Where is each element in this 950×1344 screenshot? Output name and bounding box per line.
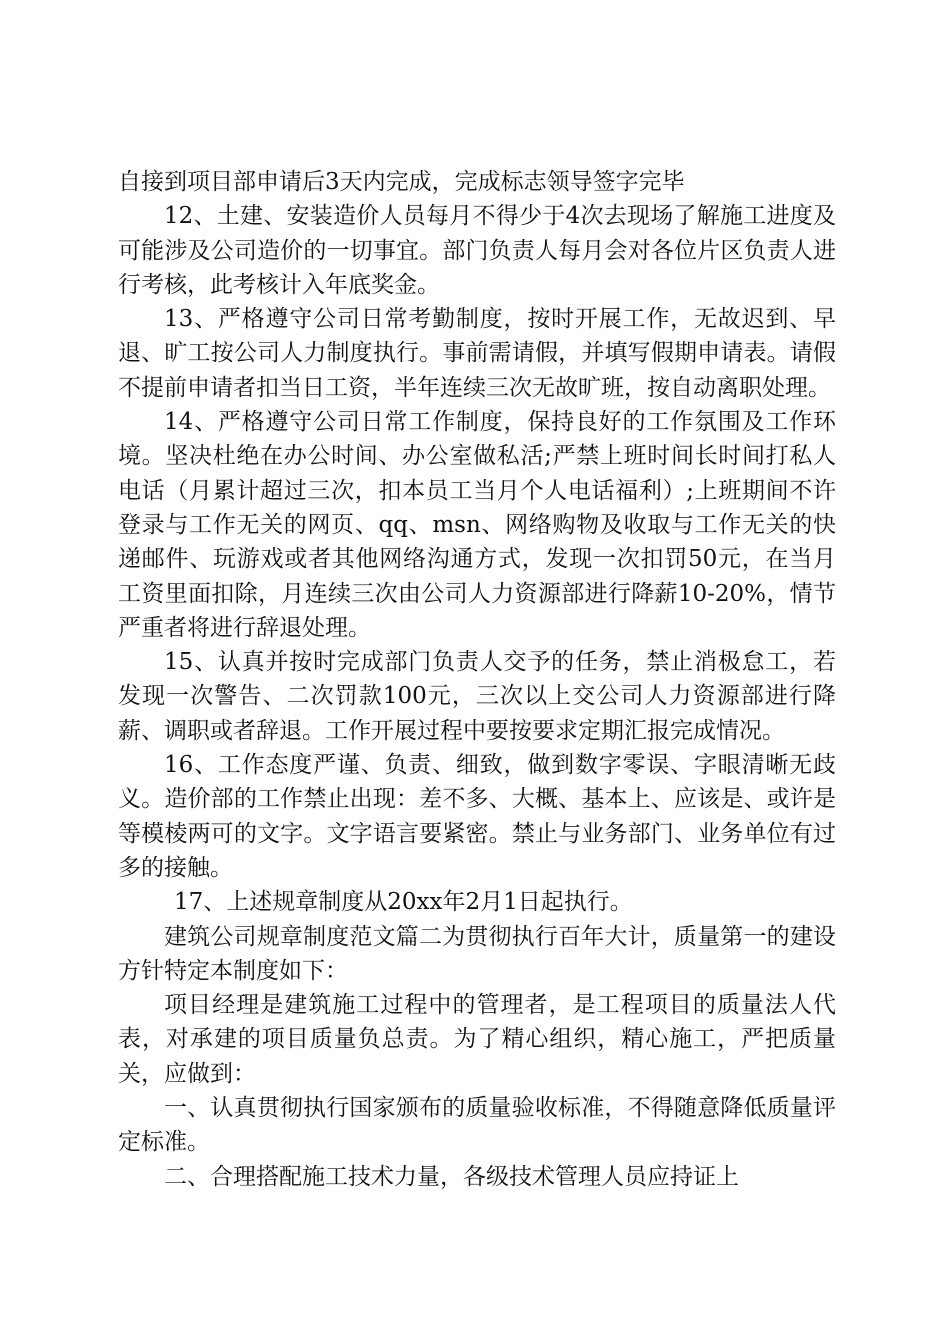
paragraph-rule-17: 17、上述规章制度从20xx年2月1日起执行。 bbox=[174, 889, 633, 916]
paragraph-rule-15: 15、认真并按时完成部门负责人交予的任务，禁止消极怠工，若发现一次警告、二次罚款100元，三次以上交公司人力资源部进行降薪、调职或者辞退。工作开展过程中要按要求定期汇报完成情况。 bbox=[118, 649, 836, 744]
paragraph-project-manager: 项目经理是建筑施工过程中的管理者，是工程项目的质量法人代表，对承建的项目质量负总责。为了精心组织，精心施工，严把质量关，应做到： bbox=[118, 992, 836, 1087]
paragraph-item-two: 二、合理搭配施工技术力量，各级技术管理人员应持证上 bbox=[164, 1163, 739, 1190]
paragraph-rule-13: 13、严格遵守公司日常考勤制度，按时开展工作，无故迟到、早退、旷工按公司人力制度执行。事前需请假，并填写假期申请表。请假不提前申请者扣当日工资，半年连续三次无故旷班，按自动离职处理。 bbox=[118, 306, 836, 401]
paragraph-continuation: 自接到项目部申请后3天内完成，完成标志领导签字完毕 bbox=[118, 169, 685, 195]
paragraph-rule-12: 12、土建、安装造价人员每月不得少于4次去现场了解施工进度及可能涉及公司造价的一切事宜。部门负责人每月会对各位片区负责人进行考核，此考核计入年底奖金。 bbox=[118, 203, 836, 298]
paragraph-item-one: 一、认真贯彻执行国家颁布的质量验收标准，不得随意降低质量评定标准。 bbox=[118, 1095, 836, 1156]
paragraph-section-two-intro: 建筑公司规章制度范文篇二为贯彻执行百年大计，质量第一的建设方针特定本制度如下： bbox=[118, 923, 836, 984]
paragraph-rule-14: 14、严格遵守公司日常工作制度，保持良好的工作氛围及工作环境。坚决杜绝在办公时间、办公室做私活;严禁上班时间长时间打私人电话（月累计超过三次，扣本员工当月个人电话福利）;上班期间不许登录与工作无关的网页、qq、msn、网络购物及收取与工作无关的快递邮件、玩游戏或者其他网络沟通方式，发现一次扣罚50元，在当月工资里面扣除，月连续三次由公司人力资源部进行降薪10-20%，情节严重者将进行辞退处理。 bbox=[118, 409, 836, 641]
paragraph-rule-16: 16、工作态度严谨、负责、细致，做到数字零误、字眼清晰无歧义。造价部的工作禁止出现：差不多、大概、基本上、应该是、或许是等模棱两可的文字。文字语言要紧密。禁止与业务部门、业务单位有过多的接触。 bbox=[118, 752, 836, 881]
document-page bbox=[118, 165, 836, 1194]
